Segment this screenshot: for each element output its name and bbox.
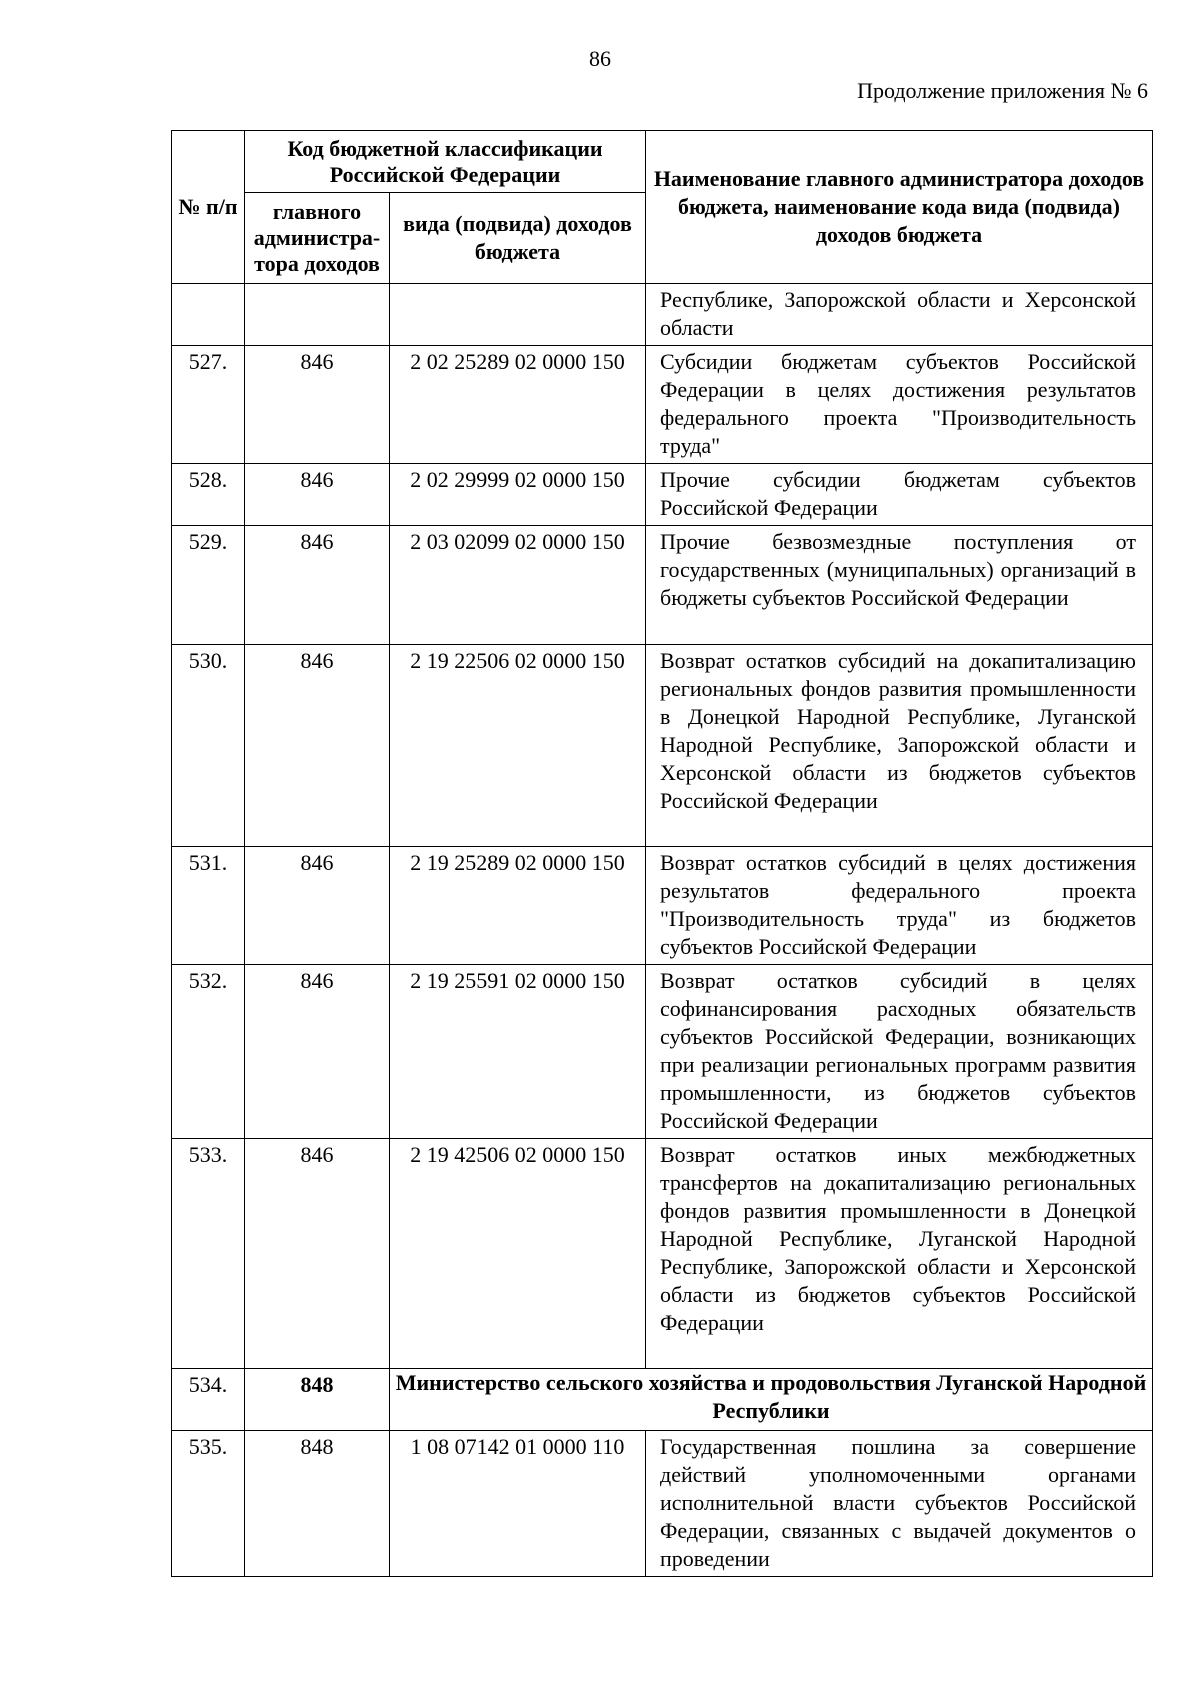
table-row <box>172 1139 1153 1369</box>
income-name: Прочие безвозмездные поступления от государственных (муниципальных) организаций в бюджеты субъектов Российской Федерации <box>646 526 1153 645</box>
appendix-continuation-label: Продолжение приложения № 6 <box>857 78 1148 103</box>
income-code: 1 08 07142 01 0000 110 <box>390 1431 646 1577</box>
table-row <box>172 346 1153 464</box>
row-number: 531. <box>172 847 245 965</box>
income-code: 2 19 25591 02 0000 150 <box>390 965 646 1139</box>
row-number <box>172 284 245 346</box>
income-code: 2 02 25289 02 0000 150 <box>390 346 646 464</box>
header-admin-code: главного администра-тора доходов <box>245 193 390 284</box>
row-number: 529. <box>172 526 245 645</box>
table-row <box>172 847 1153 965</box>
income-name: Возврат остатков субсидий на докапитализацию региональных фондов развития промышленности в Донецкой Народной Республике, Луганской Народной Республике, Запорожской области и Херсонской области из бюджетов субъектов Российской Федерации <box>646 645 1153 847</box>
table-row <box>172 464 1153 526</box>
admin-code: 848 <box>245 1369 390 1431</box>
header-code-group: Код бюджетной классификации Российской Федерации <box>245 131 646 193</box>
row-number: 530. <box>172 645 245 847</box>
income-code: 2 19 42506 02 0000 150 <box>390 1139 646 1369</box>
table-row <box>172 965 1153 1139</box>
header-row-number: № п/п <box>172 131 245 284</box>
admin-code: 846 <box>245 645 390 847</box>
admin-code: 846 <box>245 1139 390 1369</box>
row-number: 527. <box>172 346 245 464</box>
income-name: Республике, Запорожской области и Херсонской области <box>646 284 1153 346</box>
income-name: Субсидии бюджетам субъектов Российской Федерации в целях достижения результатов федерального проекта "Производительность труда" <box>646 346 1153 464</box>
row-number: 535. <box>172 1431 245 1577</box>
income-name: Возврат остатков субсидий в целях софинансирования расходных обязательств субъектов Российской Федерации, возникающих при реализации региональных программ развития промышленности, из бюджетов субъектов Российской Федерации <box>646 965 1153 1139</box>
table-row <box>172 526 1153 645</box>
table-row-section <box>172 1369 1153 1431</box>
header-income-type-code: вида (подвида) доходов бюджета <box>390 193 646 284</box>
income-code: 2 19 25289 02 0000 150 <box>390 847 646 965</box>
income-code: 2 03 02099 02 0000 150 <box>390 526 646 645</box>
budget-classification-table <box>171 130 1153 1577</box>
income-name: Возврат остатков субсидий в целях достижения результатов федерального проекта "Производительность труда" из бюджетов субъектов Российской Федерации <box>646 847 1153 965</box>
admin-code: 846 <box>245 965 390 1139</box>
header-name: Наименование главного администратора доходов бюджета, наименование кода вида (подвида) доходов бюджета <box>646 131 1153 284</box>
admin-code: 846 <box>245 464 390 526</box>
section-title: Министерство сельского хозяйства и продовольствия Луганской Народной Республики <box>390 1369 1153 1431</box>
income-name: Возврат остатков иных межбюджетных трансфертов на докапитализацию региональных фондов развития промышленности в Донецкой Народной Республике, Луганской Народной Республике, Запорожской области и Херсонской области из бюджетов субъектов Российской Федерации <box>646 1139 1153 1369</box>
admin-code: 846 <box>245 847 390 965</box>
income-code <box>390 284 646 346</box>
row-number: 533. <box>172 1139 245 1369</box>
admin-code: 846 <box>245 346 390 464</box>
row-number: 534. <box>172 1369 245 1431</box>
income-name: Государственная пошлина за совершение действий уполномоченными органами исполнительной власти субъектов Российской Федерации, связанных с выдачей документов о проведении <box>646 1431 1153 1577</box>
admin-code: 846 <box>245 526 390 645</box>
table-row <box>172 284 1153 346</box>
page-number: 86 <box>589 46 611 71</box>
admin-code: 848 <box>245 1431 390 1577</box>
row-number: 528. <box>172 464 245 526</box>
table-row <box>172 1431 1153 1577</box>
income-code: 2 02 29999 02 0000 150 <box>390 464 646 526</box>
admin-code <box>245 284 390 346</box>
income-name: Прочие субсидии бюджетам субъектов Российской Федерации <box>646 464 1153 526</box>
row-number: 532. <box>172 965 245 1139</box>
income-code: 2 19 22506 02 0000 150 <box>390 645 646 847</box>
table-row <box>172 645 1153 847</box>
